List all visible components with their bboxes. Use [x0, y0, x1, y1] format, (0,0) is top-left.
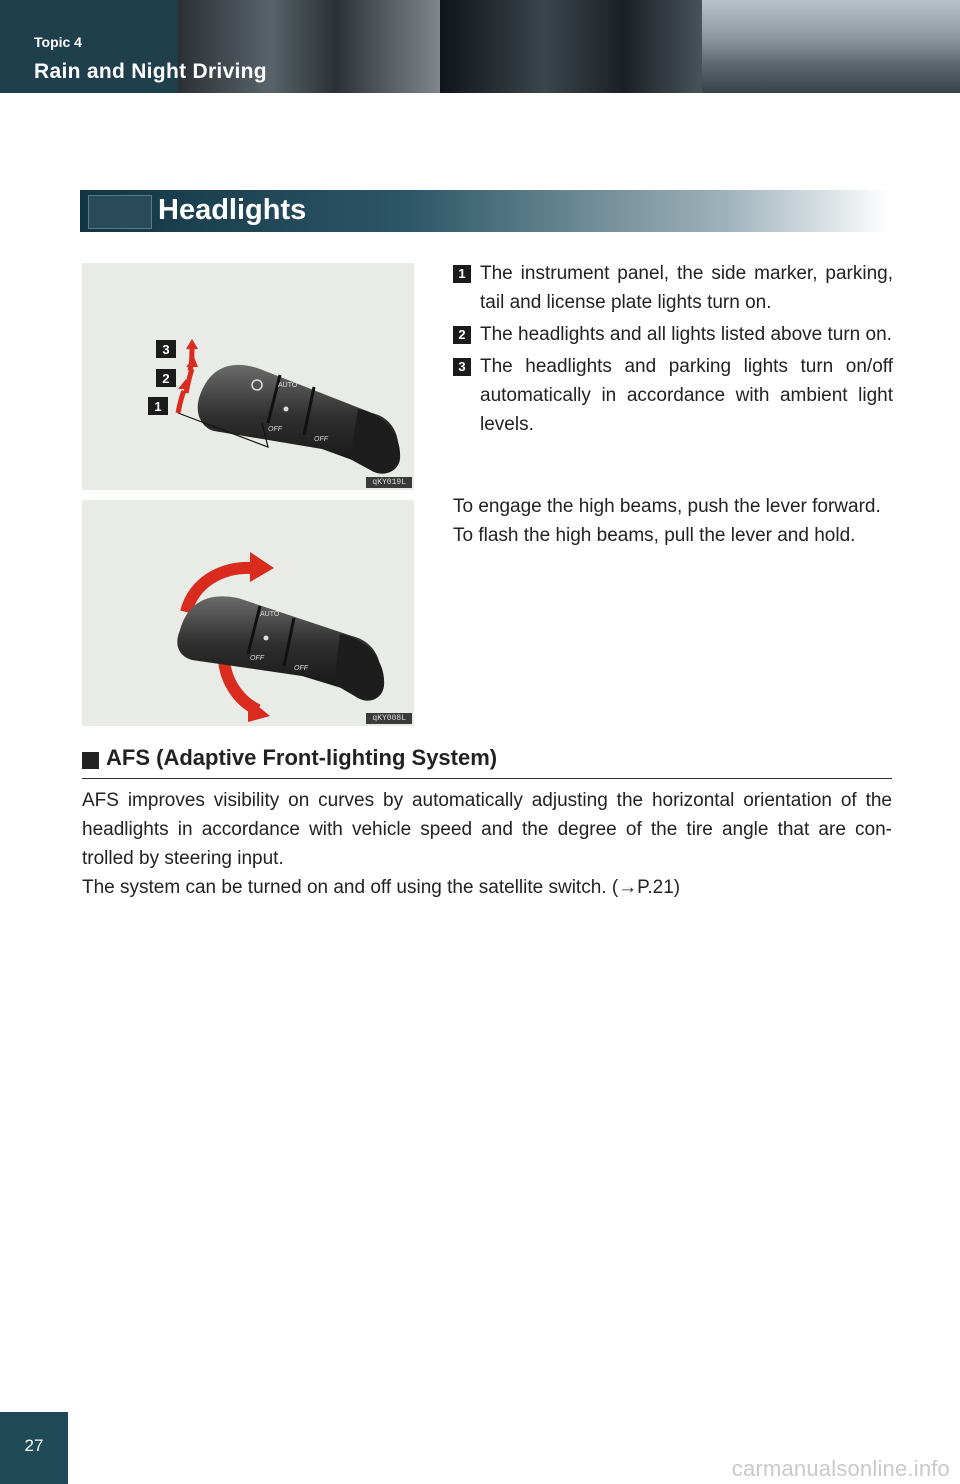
list-item-2-text: The headlights and all lights listed above turn on.	[480, 324, 892, 345]
header-photo-car	[702, 0, 960, 93]
list-item-3-text: The headlights and parking lights turn on/off automatically in accordance with ambient light levels.	[480, 356, 893, 435]
page-number: 27	[24, 1436, 44, 1455]
high-beam-line-1: To engage the high beams, push the lever forward.	[453, 496, 881, 517]
section-bar-swatch	[88, 195, 152, 229]
list-marker-1: 1	[453, 265, 471, 283]
high-beam-illustration	[82, 500, 414, 726]
afs-description	[82, 786, 892, 902]
afs-line-1: AFS improves visibility on curves by automatically adjusting the horizontal orientation of the	[82, 790, 892, 811]
page-header	[0, 0, 960, 93]
list-item-1-text: The instrument panel, the side marker, parking, tail and license plate lights turn on.	[480, 263, 893, 313]
section-title: Headlights	[158, 194, 307, 226]
topic-title: Rain and Night Driving	[34, 60, 267, 83]
afs-line-4: The system can be turned on and off using the satellite switch. (→P.21)	[82, 877, 681, 898]
switch-label-off-2: OFF	[294, 665, 308, 672]
callout-1-label: 1	[154, 399, 162, 414]
header-photo-interior	[440, 0, 702, 93]
high-beam-line-2: To flash the high beams, pull the lever and hold.	[453, 525, 856, 546]
callout-2-label: 2	[162, 371, 170, 386]
figure-high-beam-lever	[82, 500, 414, 726]
section-title-bar	[80, 190, 890, 232]
lever-grip	[350, 409, 400, 474]
square-bullet-icon	[82, 752, 99, 769]
figure-code: qKY008L	[366, 713, 412, 724]
figure-code: qKY019L	[366, 477, 412, 488]
lever-grip	[334, 634, 384, 701]
afs-line-3: trolled by steering input.	[82, 848, 284, 869]
afs-line-2: headlights in accordance with vehicle speed and the degree of the tire angle that are con-	[82, 819, 892, 840]
switch-label-off-1: OFF	[250, 655, 264, 662]
list-item-1	[453, 259, 893, 317]
list-item-3	[453, 352, 893, 439]
afs-heading	[82, 744, 892, 779]
list-item-2	[453, 320, 893, 349]
list-marker-3: 3	[453, 358, 471, 376]
switch-label-auto: AUTO	[260, 611, 280, 618]
figure-light-switch	[82, 263, 414, 490]
topic-label: Topic 4	[34, 34, 82, 50]
light-switch-illustration	[82, 263, 414, 490]
callout-3-label: 3	[162, 342, 170, 357]
afs-heading-text: AFS (Adaptive Front-lighting System)	[106, 745, 498, 770]
list-marker-2: 2	[453, 326, 471, 344]
switch-label-auto: AUTO	[278, 382, 298, 389]
high-beam-text	[453, 492, 898, 550]
switch-label-off-1: OFF	[268, 426, 282, 433]
switch-label-off-2: OFF	[314, 436, 328, 443]
watermark: carmanualsonline.info	[731, 1456, 950, 1481]
